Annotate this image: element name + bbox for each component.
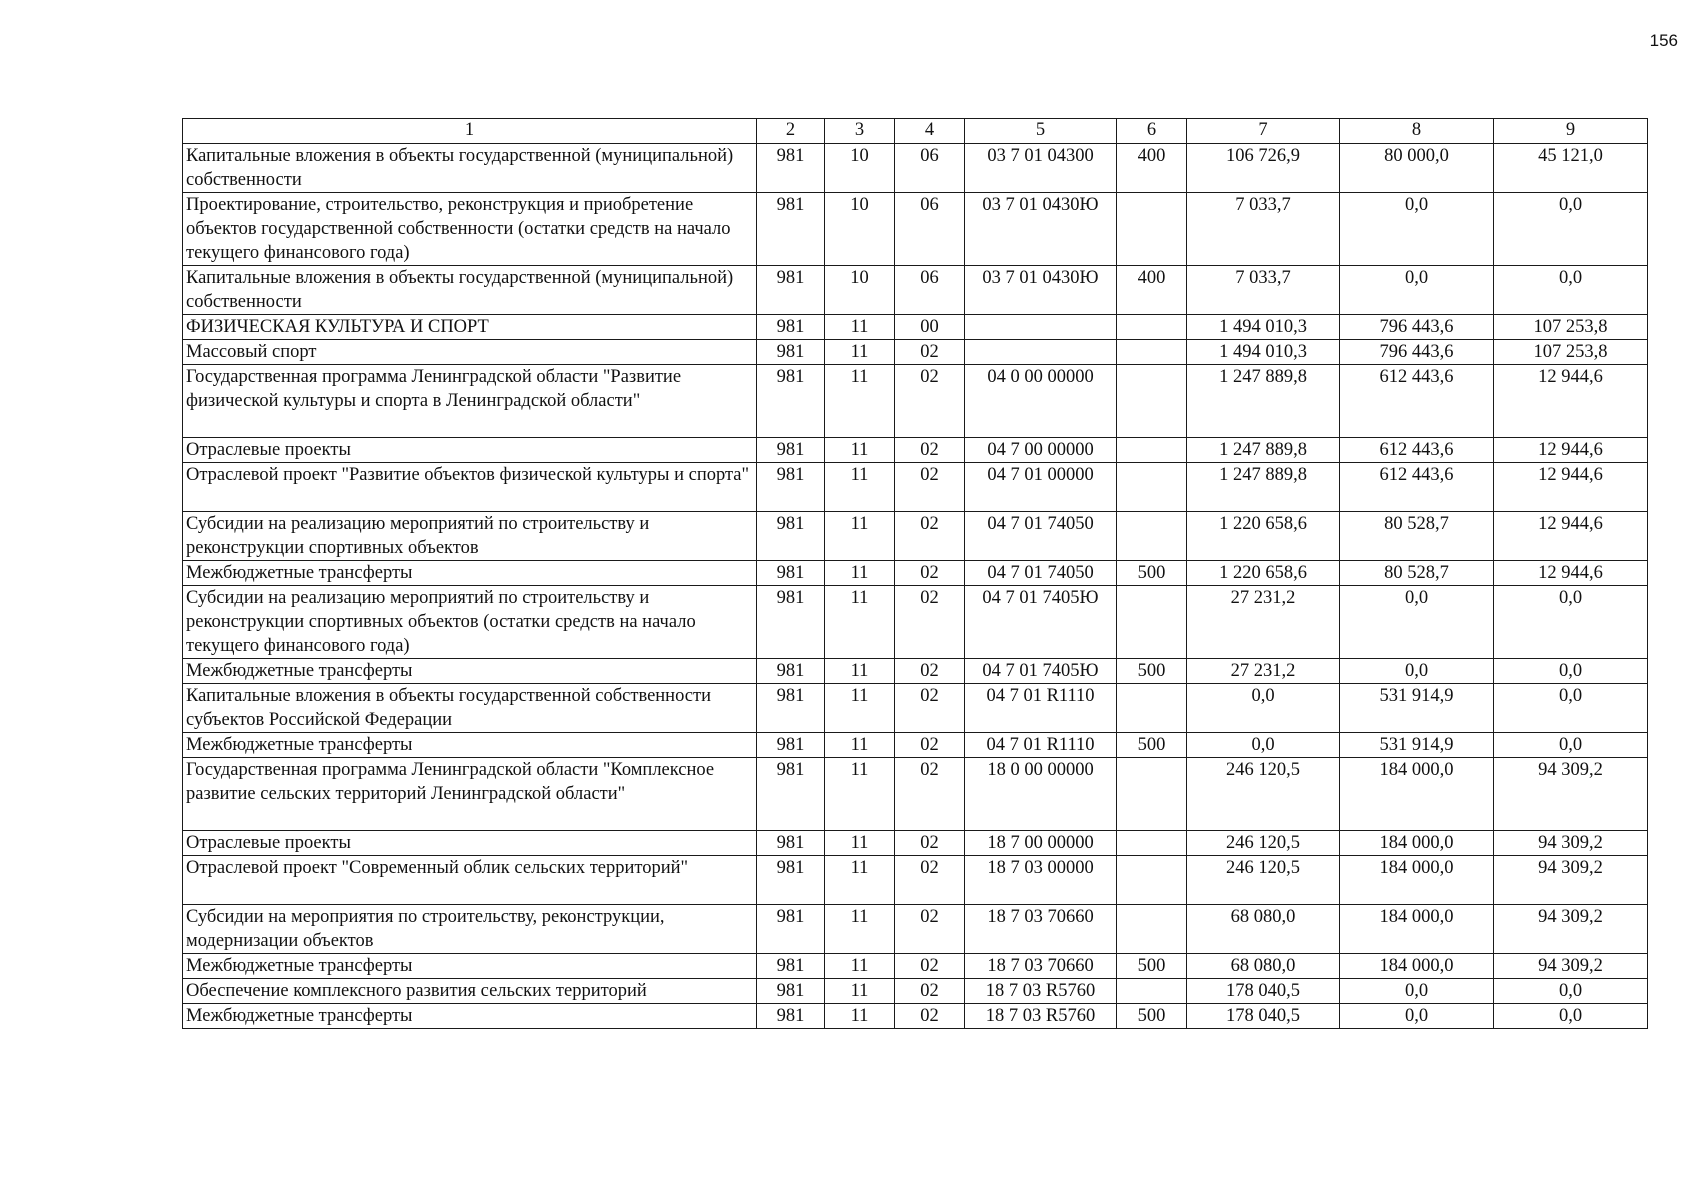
cell-c9: 94 309,2 [1494,856,1648,905]
cell-c3: 10 [825,193,895,266]
cell-c4: 06 [895,266,965,315]
table-row [183,586,1648,659]
cell-c7: 1 220 658,6 [1187,561,1340,586]
cell-c9: 0,0 [1494,659,1648,684]
row-name: Обеспечение комплексного развития сельских территорий [183,979,757,1004]
cell-c5: 04 0 00 00000 [965,365,1117,438]
table-row [183,561,1648,586]
cell-c4: 02 [895,733,965,758]
cell-c4: 02 [895,856,965,905]
cell-c8: 0,0 [1340,586,1494,659]
cell-c2: 981 [757,1004,825,1029]
cell-c8: 184 000,0 [1340,856,1494,905]
cell-c5: 04 7 01 R1110 [965,684,1117,733]
row-name: Государственная программа Ленинградской области "Развитие физической культуры и спорта в Ленинградской области" [183,365,757,438]
cell-c2: 981 [757,144,825,193]
cell-c4: 02 [895,1004,965,1029]
cell-c9: 12 944,6 [1494,438,1648,463]
cell-c7: 7 033,7 [1187,266,1340,315]
cell-c7: 68 080,0 [1187,905,1340,954]
table-row [183,905,1648,954]
cell-c9: 0,0 [1494,1004,1648,1029]
cell-c3: 10 [825,266,895,315]
cell-c4: 02 [895,831,965,856]
cell-c4: 02 [895,979,965,1004]
cell-c6: 400 [1117,266,1187,315]
cell-c2: 981 [757,315,825,340]
table-row [183,365,1648,438]
table-row [183,856,1648,905]
cell-c6: 500 [1117,1004,1187,1029]
cell-c6 [1117,315,1187,340]
cell-c8: 80 528,7 [1340,561,1494,586]
cell-c7: 1 247 889,8 [1187,365,1340,438]
cell-c9: 12 944,6 [1494,561,1648,586]
table-row [183,733,1648,758]
cell-c8: 80 528,7 [1340,512,1494,561]
cell-c2: 981 [757,684,825,733]
table-row [183,144,1648,193]
cell-c7: 246 120,5 [1187,831,1340,856]
cell-c6 [1117,684,1187,733]
cell-c2: 981 [757,463,825,512]
cell-c4: 02 [895,463,965,512]
cell-c3: 11 [825,954,895,979]
cell-c6 [1117,365,1187,438]
cell-c4: 06 [895,193,965,266]
table-row [183,512,1648,561]
cell-c2: 981 [757,979,825,1004]
row-name: Межбюджетные трансферты [183,1004,757,1029]
table-row [183,463,1648,512]
column-header: 6 [1117,119,1187,144]
cell-c5: 03 7 01 0430Ю [965,266,1117,315]
cell-c7: 178 040,5 [1187,979,1340,1004]
cell-c6 [1117,586,1187,659]
cell-c7: 246 120,5 [1187,856,1340,905]
cell-c9: 0,0 [1494,733,1648,758]
table-row [183,954,1648,979]
cell-c6 [1117,979,1187,1004]
cell-c2: 981 [757,905,825,954]
cell-c9: 0,0 [1494,684,1648,733]
cell-c6 [1117,831,1187,856]
cell-c6: 500 [1117,561,1187,586]
cell-c4: 02 [895,758,965,831]
cell-c5: 18 7 03 00000 [965,856,1117,905]
cell-c6 [1117,905,1187,954]
cell-c8: 531 914,9 [1340,733,1494,758]
cell-c4: 02 [895,586,965,659]
cell-c8: 0,0 [1340,193,1494,266]
cell-c8: 612 443,6 [1340,438,1494,463]
row-name: Государственная программа Ленинградской области "Комплексное развитие сельских территорий Ленинградской области" [183,758,757,831]
cell-c7: 68 080,0 [1187,954,1340,979]
cell-c3: 11 [825,758,895,831]
cell-c7: 0,0 [1187,684,1340,733]
cell-c5: 04 7 01 R1110 [965,733,1117,758]
cell-c6 [1117,340,1187,365]
cell-c4: 02 [895,954,965,979]
cell-c5: 03 7 01 0430Ю [965,193,1117,266]
cell-c9: 0,0 [1494,193,1648,266]
column-header: 5 [965,119,1117,144]
cell-c3: 11 [825,1004,895,1029]
cell-c8: 184 000,0 [1340,831,1494,856]
cell-c2: 981 [757,512,825,561]
cell-c4: 06 [895,144,965,193]
cell-c2: 981 [757,193,825,266]
cell-c8: 184 000,0 [1340,758,1494,831]
cell-c8: 184 000,0 [1340,954,1494,979]
cell-c4: 02 [895,365,965,438]
table-row [183,193,1648,266]
row-name: Субсидии на реализацию мероприятий по строительству и реконструкции спортивных объектов (остатки средств на начало текущего финансового года) [183,586,757,659]
column-header: 9 [1494,119,1648,144]
cell-c7: 7 033,7 [1187,193,1340,266]
row-name: Отраслевые проекты [183,831,757,856]
cell-c3: 11 [825,831,895,856]
cell-c5: 04 7 01 74050 [965,512,1117,561]
row-name: Межбюджетные трансферты [183,561,757,586]
cell-c6: 400 [1117,144,1187,193]
cell-c2: 981 [757,586,825,659]
cell-c5: 04 7 01 00000 [965,463,1117,512]
row-name: Отраслевые проекты [183,438,757,463]
table-row [183,979,1648,1004]
table-row [183,758,1648,831]
cell-c9: 12 944,6 [1494,512,1648,561]
row-name: Массовый спорт [183,340,757,365]
cell-c7: 1 494 010,3 [1187,340,1340,365]
row-name: Капитальные вложения в объекты государственной (муниципальной) собственности [183,266,757,315]
cell-c7: 1 494 010,3 [1187,315,1340,340]
row-name: ФИЗИЧЕСКАЯ КУЛЬТУРА И СПОРТ [183,315,757,340]
cell-c7: 27 231,2 [1187,586,1340,659]
cell-c8: 0,0 [1340,659,1494,684]
cell-c4: 02 [895,659,965,684]
cell-c5: 04 7 01 74050 [965,561,1117,586]
cell-c3: 11 [825,438,895,463]
cell-c3: 11 [825,340,895,365]
table-row [183,266,1648,315]
cell-c3: 11 [825,586,895,659]
cell-c9: 12 944,6 [1494,463,1648,512]
page-number: 156 [1649,31,1678,50]
cell-c5: 04 7 00 00000 [965,438,1117,463]
cell-c4: 02 [895,512,965,561]
cell-c9: 12 944,6 [1494,365,1648,438]
cell-c9: 0,0 [1494,266,1648,315]
cell-c5 [965,340,1117,365]
cell-c7: 0,0 [1187,733,1340,758]
row-name: Проектирование, строительство, реконструкция и приобретение объектов государственной собственности (остатки средств на начало текущего финансового года) [183,193,757,266]
cell-c6: 500 [1117,954,1187,979]
cell-c4: 02 [895,438,965,463]
cell-c8: 0,0 [1340,266,1494,315]
cell-c2: 981 [757,438,825,463]
cell-c9: 94 309,2 [1494,905,1648,954]
cell-c9: 94 309,2 [1494,954,1648,979]
cell-c5 [965,315,1117,340]
table-row [183,831,1648,856]
cell-c8: 0,0 [1340,1004,1494,1029]
cell-c3: 11 [825,979,895,1004]
cell-c2: 981 [757,856,825,905]
cell-c3: 11 [825,659,895,684]
cell-c3: 11 [825,512,895,561]
cell-c8: 0,0 [1340,979,1494,1004]
cell-c5: 18 7 00 00000 [965,831,1117,856]
cell-c8: 80 000,0 [1340,144,1494,193]
row-name: Субсидии на реализацию мероприятий по строительству и реконструкции спортивных объектов [183,512,757,561]
cell-c7: 1 220 658,6 [1187,512,1340,561]
column-header: 4 [895,119,965,144]
cell-c2: 981 [757,659,825,684]
header-row [183,119,1648,144]
cell-c3: 11 [825,856,895,905]
cell-c2: 981 [757,340,825,365]
table-row [183,438,1648,463]
cell-c6 [1117,438,1187,463]
cell-c7: 106 726,9 [1187,144,1340,193]
cell-c5: 04 7 01 7405Ю [965,659,1117,684]
cell-c5: 03 7 01 04300 [965,144,1117,193]
row-name: Субсидии на мероприятия по строительству, реконструкции, модернизации объектов [183,905,757,954]
cell-c6: 500 [1117,659,1187,684]
cell-c5: 18 7 03 70660 [965,954,1117,979]
cell-c3: 11 [825,315,895,340]
column-header: 7 [1187,119,1340,144]
cell-c3: 11 [825,905,895,954]
table-row [183,684,1648,733]
column-header: 8 [1340,119,1494,144]
cell-c6 [1117,758,1187,831]
cell-c4: 02 [895,684,965,733]
cell-c8: 612 443,6 [1340,365,1494,438]
cell-c9: 107 253,8 [1494,315,1648,340]
row-name: Капитальные вложения в объекты государственной собственности субъектов Российской Федерации [183,684,757,733]
cell-c9: 107 253,8 [1494,340,1648,365]
cell-c8: 531 914,9 [1340,684,1494,733]
cell-c2: 981 [757,561,825,586]
row-name: Капитальные вложения в объекты государственной (муниципальной) собственности [183,144,757,193]
column-header: 2 [757,119,825,144]
cell-c9: 94 309,2 [1494,831,1648,856]
cell-c9: 0,0 [1494,979,1648,1004]
cell-c8: 184 000,0 [1340,905,1494,954]
cell-c2: 981 [757,758,825,831]
cell-c2: 981 [757,733,825,758]
cell-c2: 981 [757,266,825,315]
cell-c6 [1117,512,1187,561]
cell-c3: 11 [825,733,895,758]
cell-c4: 02 [895,340,965,365]
cell-c3: 10 [825,144,895,193]
table-row [183,340,1648,365]
cell-c6 [1117,193,1187,266]
cell-c3: 11 [825,561,895,586]
cell-c9: 45 121,0 [1494,144,1648,193]
cell-c6 [1117,463,1187,512]
cell-c6 [1117,856,1187,905]
cell-c7: 27 231,2 [1187,659,1340,684]
cell-c8: 796 443,6 [1340,315,1494,340]
table-row [183,315,1648,340]
cell-c4: 02 [895,561,965,586]
cell-c2: 981 [757,954,825,979]
cell-c7: 1 247 889,8 [1187,438,1340,463]
cell-c3: 11 [825,365,895,438]
cell-c7: 246 120,5 [1187,758,1340,831]
cell-c5: 18 7 03 R5760 [965,979,1117,1004]
cell-c5: 04 7 01 7405Ю [965,586,1117,659]
cell-c4: 00 [895,315,965,340]
cell-c5: 18 7 03 R5760 [965,1004,1117,1029]
cell-c7: 178 040,5 [1187,1004,1340,1029]
table-row [183,659,1648,684]
row-name: Межбюджетные трансферты [183,733,757,758]
cell-c9: 0,0 [1494,586,1648,659]
cell-c3: 11 [825,463,895,512]
cell-c2: 981 [757,365,825,438]
budget-table [182,118,1648,1029]
cell-c4: 02 [895,905,965,954]
row-name: Отраслевой проект "Развитие объектов физической культуры и спорта" [183,463,757,512]
cell-c7: 1 247 889,8 [1187,463,1340,512]
table-row [183,1004,1648,1029]
cell-c5: 18 0 00 00000 [965,758,1117,831]
column-header: 3 [825,119,895,144]
cell-c9: 94 309,2 [1494,758,1648,831]
cell-c6: 500 [1117,733,1187,758]
row-name: Отраслевой проект "Современный облик сельских территорий" [183,856,757,905]
column-header: 1 [183,119,757,144]
row-name: Межбюджетные трансферты [183,659,757,684]
cell-c2: 981 [757,831,825,856]
cell-c8: 796 443,6 [1340,340,1494,365]
row-name: Межбюджетные трансферты [183,954,757,979]
cell-c5: 18 7 03 70660 [965,905,1117,954]
cell-c8: 612 443,6 [1340,463,1494,512]
cell-c3: 11 [825,684,895,733]
